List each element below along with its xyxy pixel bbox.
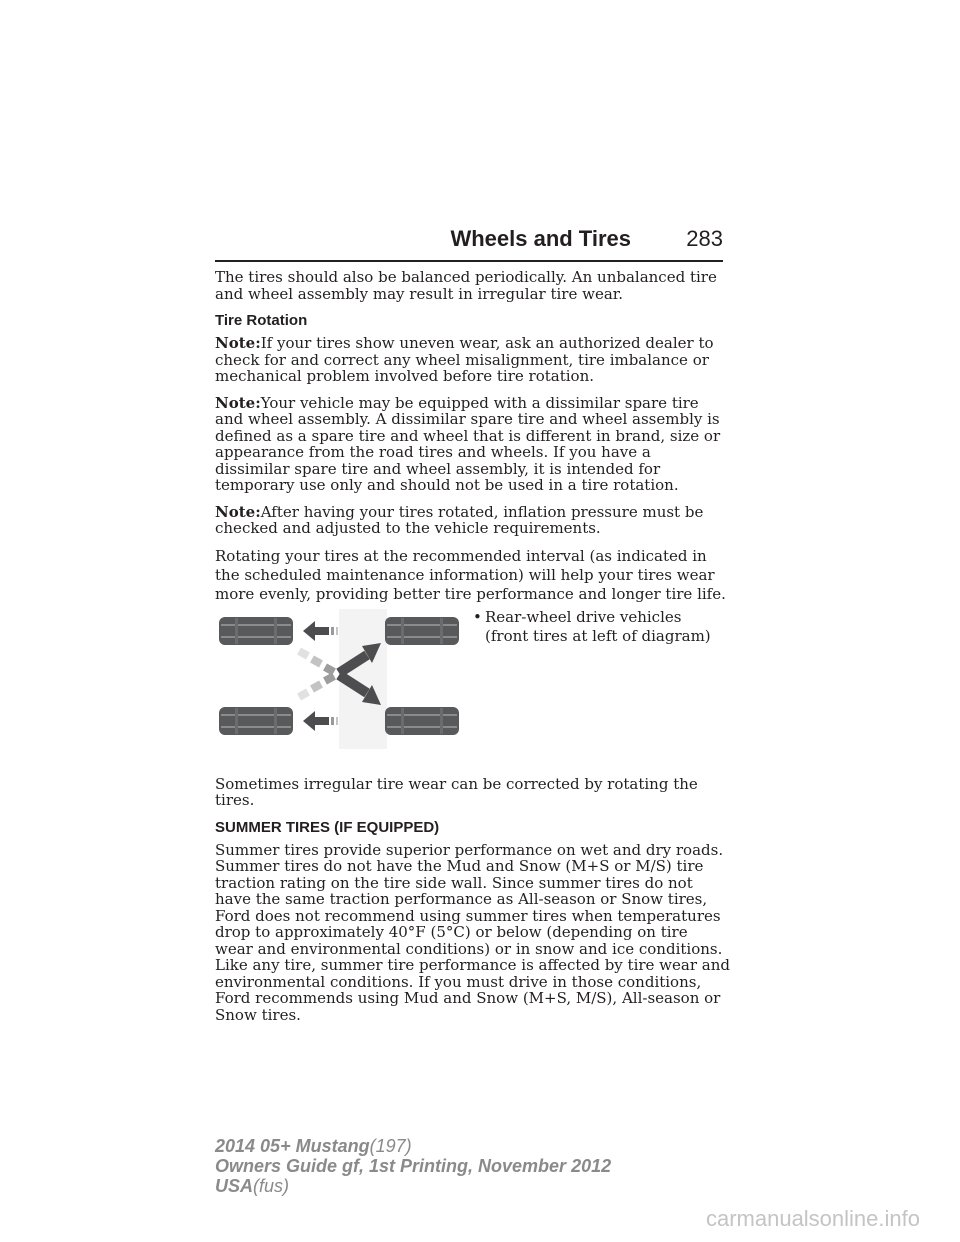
note-label: Note: (215, 393, 261, 412)
rotation-diagram-row (215, 608, 730, 760)
note-paragraph (215, 335, 730, 385)
arrow-left-bottom-icon (303, 711, 338, 731)
note-text: After having your tires rotated, inflation pressure must be checked and adjusted to the vehicle requirements. (215, 502, 704, 537)
page-header (215, 226, 723, 262)
bullet-text: Rear-wheel drive vehicles (front tires at left of diagram) (485, 607, 711, 645)
arrow-left-top-icon (303, 621, 338, 641)
tire-rotation-heading: Tire Rotation (215, 312, 308, 329)
footer-region-code: (fus) (253, 1176, 290, 1196)
footer-model-line (215, 1136, 611, 1156)
footer-model: 2014 05+ Mustang (215, 1136, 370, 1156)
summer-tires-paragraph: Summer tires provide superior performance on wet and dry roads. Summer tires do not have the Mud and Snow (M+S or M/S) tire traction rating on the tire side wall. Since summer tires do not have the same traction performance as All-season or Snow tires, Ford does not recommend using summer tires when temperatures drop to approximately 40°F (5°C) or below (depending on tire wear and environmental conditions) or in snow and ice conditions. Like any tire, summer tire performance is affected by tire wear and environmental conditions. If you must drive in those conditions, Ford recommends using Mud and Snow (M+S, M/S), All-season or Snow tires. (215, 840, 730, 1024)
note-text: Your vehicle may be equipped with a dissimilar spare tire and wheel assembly. A dissimilar spare tire and wheel assembly is defined as a spare tire and wheel that is different in brand, size or appearance from the road tires and wheels. If you have a dissimilar spare tire and wheel assembly, it is intended for temporary use only and should not be used in a tire rotation. (215, 393, 721, 494)
page-number: 283 (686, 226, 723, 251)
note-label: Note: (215, 334, 261, 352)
footer-guide-line: Owners Guide gf, 1st Printing, November 2012 (215, 1156, 612, 1176)
drive-type-bullet (473, 608, 723, 646)
site-watermark: carmanualsonline.info (705, 1206, 920, 1231)
section-title: Wheels and Tires (450, 226, 631, 251)
note-text: If your tires show uneven wear, ask an authorized dealer to check for and correct any wheel misalignment, tire imbalance or mechanical problem involved before tire rotation. (215, 334, 714, 385)
front-right-tire-icon (385, 617, 459, 645)
tire-rotation-diagram (215, 609, 463, 749)
intro-paragraph: The tires should also be balanced periodically. An unbalanced tire and wheel assembly may result in irregular tire wear. (215, 268, 717, 303)
note-label: Note: (215, 502, 261, 521)
irregular-wear-paragraph: Sometimes irregular tire wear can be corrected by rotating the tires. (215, 774, 698, 809)
main-content (215, 269, 730, 1033)
bullet-marker: • (473, 607, 482, 626)
note-paragraph (215, 395, 730, 494)
note-paragraph (215, 504, 730, 537)
rear-left-tire-icon (219, 707, 293, 735)
summer-tires-heading: SUMMER TIRES (IF EQUIPPED) (215, 818, 440, 836)
footer-region-line (215, 1176, 611, 1196)
rear-right-tire-icon (385, 707, 459, 735)
header-rule (215, 260, 723, 262)
footer-region: USA (215, 1176, 254, 1196)
page-footer (215, 1136, 611, 1196)
rotation-paragraph: Rotating your tires at the recommended interval (as indicated in the scheduled maintenance information) will help your tires wear more evenly, providing better tire performance and longer tire life. (215, 546, 726, 603)
front-left-tire-icon (219, 617, 293, 645)
footer-model-code: (197) (369, 1136, 412, 1156)
